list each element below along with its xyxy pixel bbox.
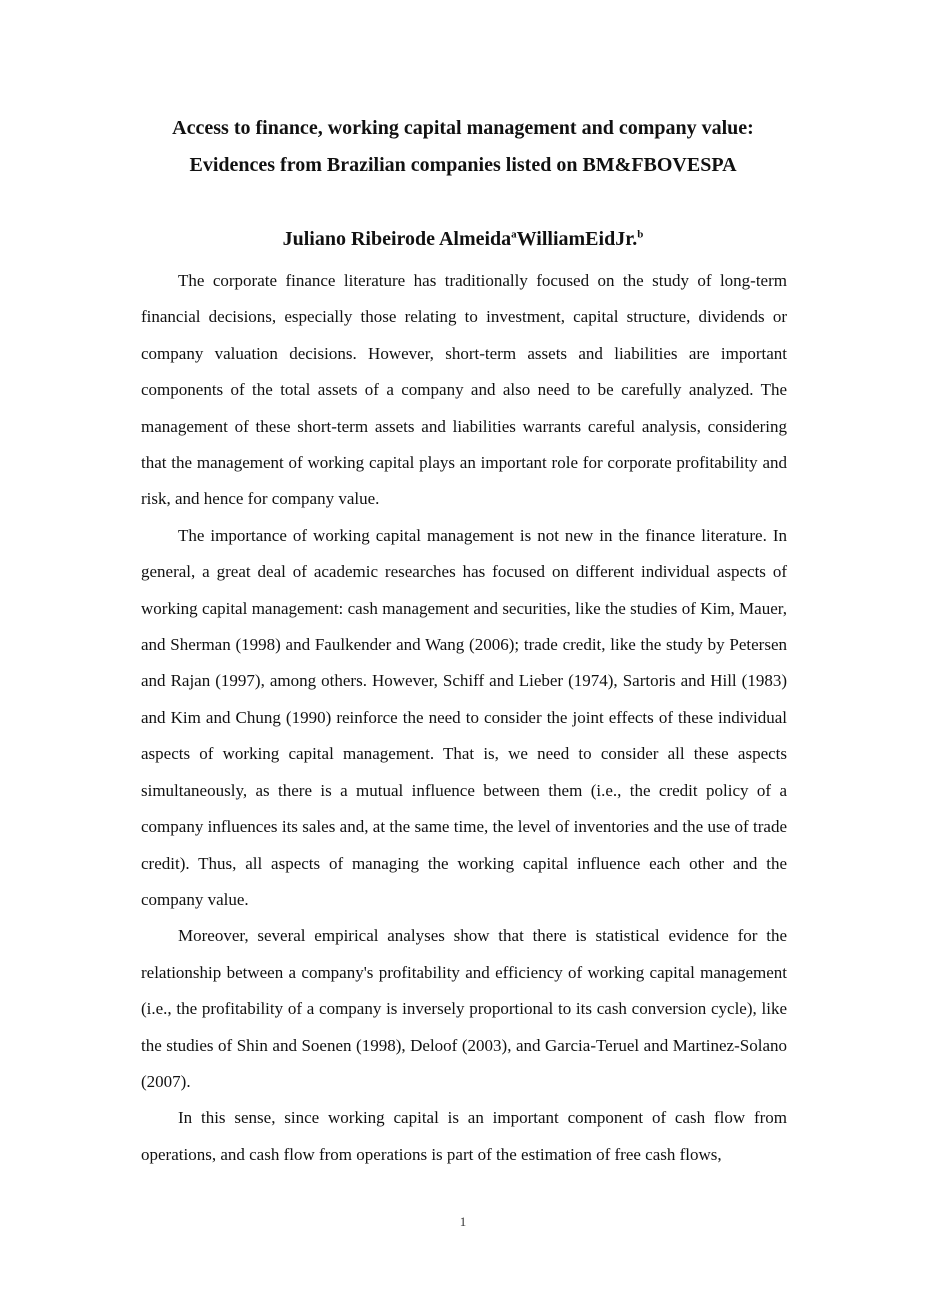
author-2-affiliation-mark: b xyxy=(637,228,644,241)
title-line-2: Evidences from Brazilian companies listed on BM&FBOVESPA xyxy=(189,154,737,176)
title-line-1: Access to finance, working capital management and company value: xyxy=(172,117,754,139)
author-1-affiliation-mark: a xyxy=(511,228,517,241)
paper-title xyxy=(120,110,806,184)
author-1-name: Juliano Ribeirode Almeida xyxy=(282,228,512,250)
paragraph-1: The corporate finance literature has traditionally focused on the study of long-term financial decisions, especially those relating to investment, capital structure, dividends or company valuation decisions. However, short-term assets and liabilities are important components of the total assets of a company and also need to be carefully analyzed. The management of these short-term assets and liabilities warrants careful analysis, considering that the management of working capital plays an important role for corporate profitability and risk, and hence for company value. xyxy=(141,271,787,509)
paragraph-4: In this sense, since working capital is an important component of cash flow from operations, and cash flow from operations is part of the estimation of free cash flows, xyxy=(141,1108,787,1164)
body-text xyxy=(141,263,787,1173)
paragraph-3: Moreover, several empirical analyses show that there is statistical evidence for the relationship between a company's profitability and efficiency of working capital management (i.e., the profitability of a company is inversely proportional to its cash conversion cycle), like the studies of Shin and Soenen (1998), Deloof (2003), and Garcia-Teruel and Martinez-Solano (2007). xyxy=(141,926,787,1091)
author-2-name: WilliamEidJr. xyxy=(516,228,638,250)
paragraph-2: The importance of working capital management is not new in the finance literature. In general, a great deal of academic researches has focused on different individual aspects of working capital management: cash management and securities, like the studies of Kim, Mauer, and Sherman (1998) and Faulkender and Wang (2006); trade credit, like the study by Petersen and Rajan (1997), among others. However, Schiff and Lieber (1974), Sartoris and Hill (1983) and Kim and Chung (1990) reinforce the need to consider the joint effects of these individual aspects of working capital management. That is, we need to consider all these aspects simultaneously, as there is a mutual influence between them (i.e., the credit policy of a company influences its sales and, at the same time, the level of inventories and the use of trade credit). Thus, all aspects of managing the working capital influence each other and the company value. xyxy=(141,525,787,909)
author-line xyxy=(120,224,806,254)
page-number: 1 xyxy=(459,1214,467,1229)
